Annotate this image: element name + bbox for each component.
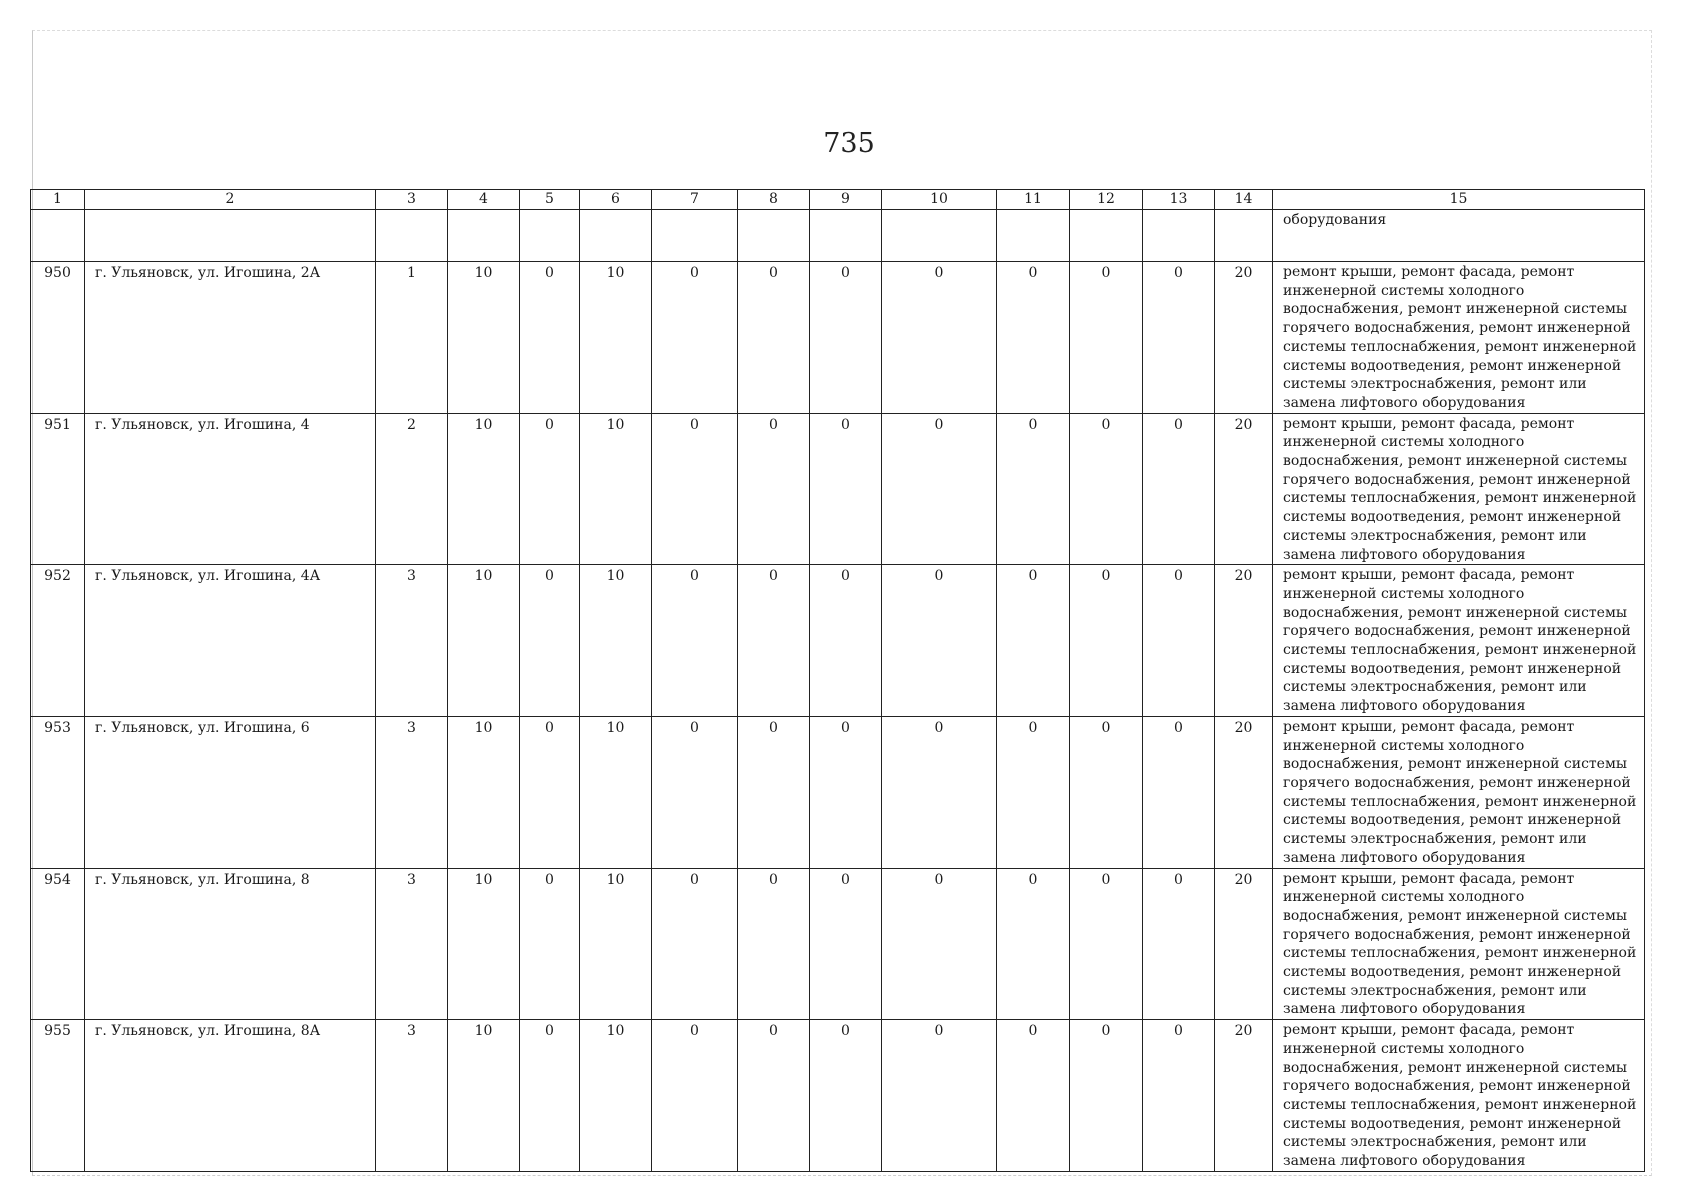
value-cell-14: 20: [1215, 413, 1273, 565]
works-cell: ремонт крыши, ремонт фасада, ремонт инженерной системы холодного водоснабжения, ремонт инженерной системы горячего водоснабжения, ремонт инженерной системы теплоснабжения, ремонт инженерной системы водоотведения, ремонт инженерной системы электроснабжения, ремонт или замена лифтового оборудования: [1273, 262, 1645, 414]
continuation-text: оборудования: [1273, 210, 1645, 262]
value-cell-10: 0: [882, 716, 997, 868]
value-cell-10: 0: [882, 868, 997, 1020]
value-cell-14: 20: [1215, 262, 1273, 414]
value-cell-9: 0: [810, 262, 882, 414]
value-cell-11: 0: [997, 868, 1070, 1020]
value-cell-7: 0: [652, 1020, 738, 1172]
table-row: [31, 868, 1645, 1020]
column-number: 9: [810, 190, 882, 210]
value-cell-3: 1: [376, 262, 448, 414]
value-cell-6: 10: [580, 1020, 652, 1172]
column-number-row: [31, 190, 1645, 210]
value-cell-3: 3: [376, 716, 448, 868]
value-cell-5: 0: [520, 1020, 580, 1172]
value-cell-7: 0: [652, 413, 738, 565]
value-cell-4: 10: [448, 413, 520, 565]
works-cell: ремонт крыши, ремонт фасада, ремонт инженерной системы холодного водоснабжения, ремонт инженерной системы горячего водоснабжения, ремонт инженерной системы теплоснабжения, ремонт инженерной системы водоотведения, ремонт инженерной системы электроснабжения, ремонт или замена лифтового оборудования: [1273, 1020, 1645, 1172]
value-cell-11: 0: [997, 716, 1070, 868]
value-cell-6: 10: [580, 716, 652, 868]
value-cell-7: 0: [652, 716, 738, 868]
empty-cell: [1070, 210, 1143, 262]
column-number: 11: [997, 190, 1070, 210]
row-number-cell: 950: [31, 262, 85, 414]
value-cell-4: 10: [448, 565, 520, 717]
column-number: 15: [1273, 190, 1645, 210]
value-cell-9: 0: [810, 716, 882, 868]
works-cell: ремонт крыши, ремонт фасада, ремонт инженерной системы холодного водоснабжения, ремонт инженерной системы горячего водоснабжения, ремонт инженерной системы теплоснабжения, ремонт инженерной системы водоотведения, ремонт инженерной системы электроснабжения, ремонт или замена лифтового оборудования: [1273, 868, 1645, 1020]
value-cell-4: 10: [448, 262, 520, 414]
value-cell-14: 20: [1215, 716, 1273, 868]
column-number: 4: [448, 190, 520, 210]
value-cell-7: 0: [652, 262, 738, 414]
repair-program-table: [30, 189, 1645, 1172]
column-number: 7: [652, 190, 738, 210]
value-cell-5: 0: [520, 716, 580, 868]
table-row: [31, 565, 1645, 717]
column-number: 12: [1070, 190, 1143, 210]
table-row: [31, 1020, 1645, 1172]
value-cell-10: 0: [882, 262, 997, 414]
value-cell-3: 3: [376, 868, 448, 1020]
value-cell-5: 0: [520, 565, 580, 717]
empty-cell: [882, 210, 997, 262]
value-cell-3: 2: [376, 413, 448, 565]
value-cell-5: 0: [520, 262, 580, 414]
value-cell-14: 20: [1215, 565, 1273, 717]
address-cell: г. Ульяновск, ул. Игошина, 4: [85, 413, 376, 565]
empty-cell: [1215, 210, 1273, 262]
row-number-cell: 951: [31, 413, 85, 565]
table-row: [31, 716, 1645, 868]
table-row: [31, 413, 1645, 565]
value-cell-13: 0: [1143, 565, 1215, 717]
value-cell-10: 0: [882, 413, 997, 565]
value-cell-11: 0: [997, 262, 1070, 414]
empty-cell: [580, 210, 652, 262]
empty-cell: [652, 210, 738, 262]
column-number: 8: [738, 190, 810, 210]
value-cell-7: 0: [652, 868, 738, 1020]
works-cell: ремонт крыши, ремонт фасада, ремонт инженерной системы холодного водоснабжения, ремонт инженерной системы горячего водоснабжения, ремонт инженерной системы теплоснабжения, ремонт инженерной системы водоотведения, ремонт инженерной системы электроснабжения, ремонт или замена лифтового оборудования: [1273, 565, 1645, 717]
empty-cell: [810, 210, 882, 262]
page-number: 735: [823, 128, 875, 159]
empty-cell: [520, 210, 580, 262]
value-cell-14: 20: [1215, 868, 1273, 1020]
row-number-cell: 954: [31, 868, 85, 1020]
address-cell: г. Ульяновск, ул. Игошина, 6: [85, 716, 376, 868]
value-cell-8: 0: [738, 565, 810, 717]
row-number-cell: 955: [31, 1020, 85, 1172]
value-cell-12: 0: [1070, 565, 1143, 717]
value-cell-11: 0: [997, 1020, 1070, 1172]
table-body: [31, 190, 1645, 1172]
value-cell-13: 0: [1143, 716, 1215, 868]
empty-cell: [85, 210, 376, 262]
value-cell-13: 0: [1143, 413, 1215, 565]
address-cell: г. Ульяновск, ул. Игошина, 4А: [85, 565, 376, 717]
row-number-cell: 953: [31, 716, 85, 868]
value-cell-13: 0: [1143, 1020, 1215, 1172]
value-cell-3: 3: [376, 1020, 448, 1172]
empty-cell: [738, 210, 810, 262]
value-cell-9: 0: [810, 1020, 882, 1172]
address-cell: г. Ульяновск, ул. Игошина, 8: [85, 868, 376, 1020]
column-number: 10: [882, 190, 997, 210]
empty-cell: [376, 210, 448, 262]
value-cell-4: 10: [448, 868, 520, 1020]
column-number: 2: [85, 190, 376, 210]
value-cell-8: 0: [738, 868, 810, 1020]
column-number: 5: [520, 190, 580, 210]
value-cell-10: 0: [882, 565, 997, 717]
value-cell-9: 0: [810, 413, 882, 565]
value-cell-6: 10: [580, 413, 652, 565]
value-cell-4: 10: [448, 716, 520, 868]
column-number: 3: [376, 190, 448, 210]
value-cell-8: 0: [738, 716, 810, 868]
value-cell-6: 10: [580, 868, 652, 1020]
value-cell-6: 10: [580, 565, 652, 717]
value-cell-8: 0: [738, 262, 810, 414]
column-number: 13: [1143, 190, 1215, 210]
value-cell-11: 0: [997, 565, 1070, 717]
address-cell: г. Ульяновск, ул. Игошина, 8А: [85, 1020, 376, 1172]
value-cell-12: 0: [1070, 716, 1143, 868]
value-cell-6: 10: [580, 262, 652, 414]
empty-cell: [997, 210, 1070, 262]
value-cell-8: 0: [738, 1020, 810, 1172]
value-cell-8: 0: [738, 413, 810, 565]
works-cell: ремонт крыши, ремонт фасада, ремонт инженерной системы холодного водоснабжения, ремонт инженерной системы горячего водоснабжения, ремонт инженерной системы теплоснабжения, ремонт инженерной системы водоотведения, ремонт инженерной системы электроснабжения, ремонт или замена лифтового оборудования: [1273, 716, 1645, 868]
value-cell-3: 3: [376, 565, 448, 717]
empty-cell: [448, 210, 520, 262]
continuation-row: [31, 210, 1645, 262]
column-number: 14: [1215, 190, 1273, 210]
value-cell-10: 0: [882, 1020, 997, 1172]
value-cell-13: 0: [1143, 262, 1215, 414]
value-cell-5: 0: [520, 868, 580, 1020]
value-cell-12: 0: [1070, 413, 1143, 565]
value-cell-12: 0: [1070, 1020, 1143, 1172]
address-cell: г. Ульяновск, ул. Игошина, 2А: [85, 262, 376, 414]
row-number-cell: 952: [31, 565, 85, 717]
value-cell-12: 0: [1070, 868, 1143, 1020]
works-cell: ремонт крыши, ремонт фасада, ремонт инженерной системы холодного водоснабжения, ремонт инженерной системы горячего водоснабжения, ремонт инженерной системы теплоснабжения, ремонт инженерной системы водоотведения, ремонт инженерной системы электроснабжения, ремонт или замена лифтового оборудования: [1273, 413, 1645, 565]
column-number: 1: [31, 190, 85, 210]
value-cell-14: 20: [1215, 1020, 1273, 1172]
empty-cell: [1143, 210, 1215, 262]
column-number: 6: [580, 190, 652, 210]
table-row: [31, 262, 1645, 414]
value-cell-12: 0: [1070, 262, 1143, 414]
value-cell-5: 0: [520, 413, 580, 565]
empty-cell: [31, 210, 85, 262]
value-cell-9: 0: [810, 868, 882, 1020]
value-cell-7: 0: [652, 565, 738, 717]
value-cell-4: 10: [448, 1020, 520, 1172]
value-cell-9: 0: [810, 565, 882, 717]
value-cell-11: 0: [997, 413, 1070, 565]
value-cell-13: 0: [1143, 868, 1215, 1020]
